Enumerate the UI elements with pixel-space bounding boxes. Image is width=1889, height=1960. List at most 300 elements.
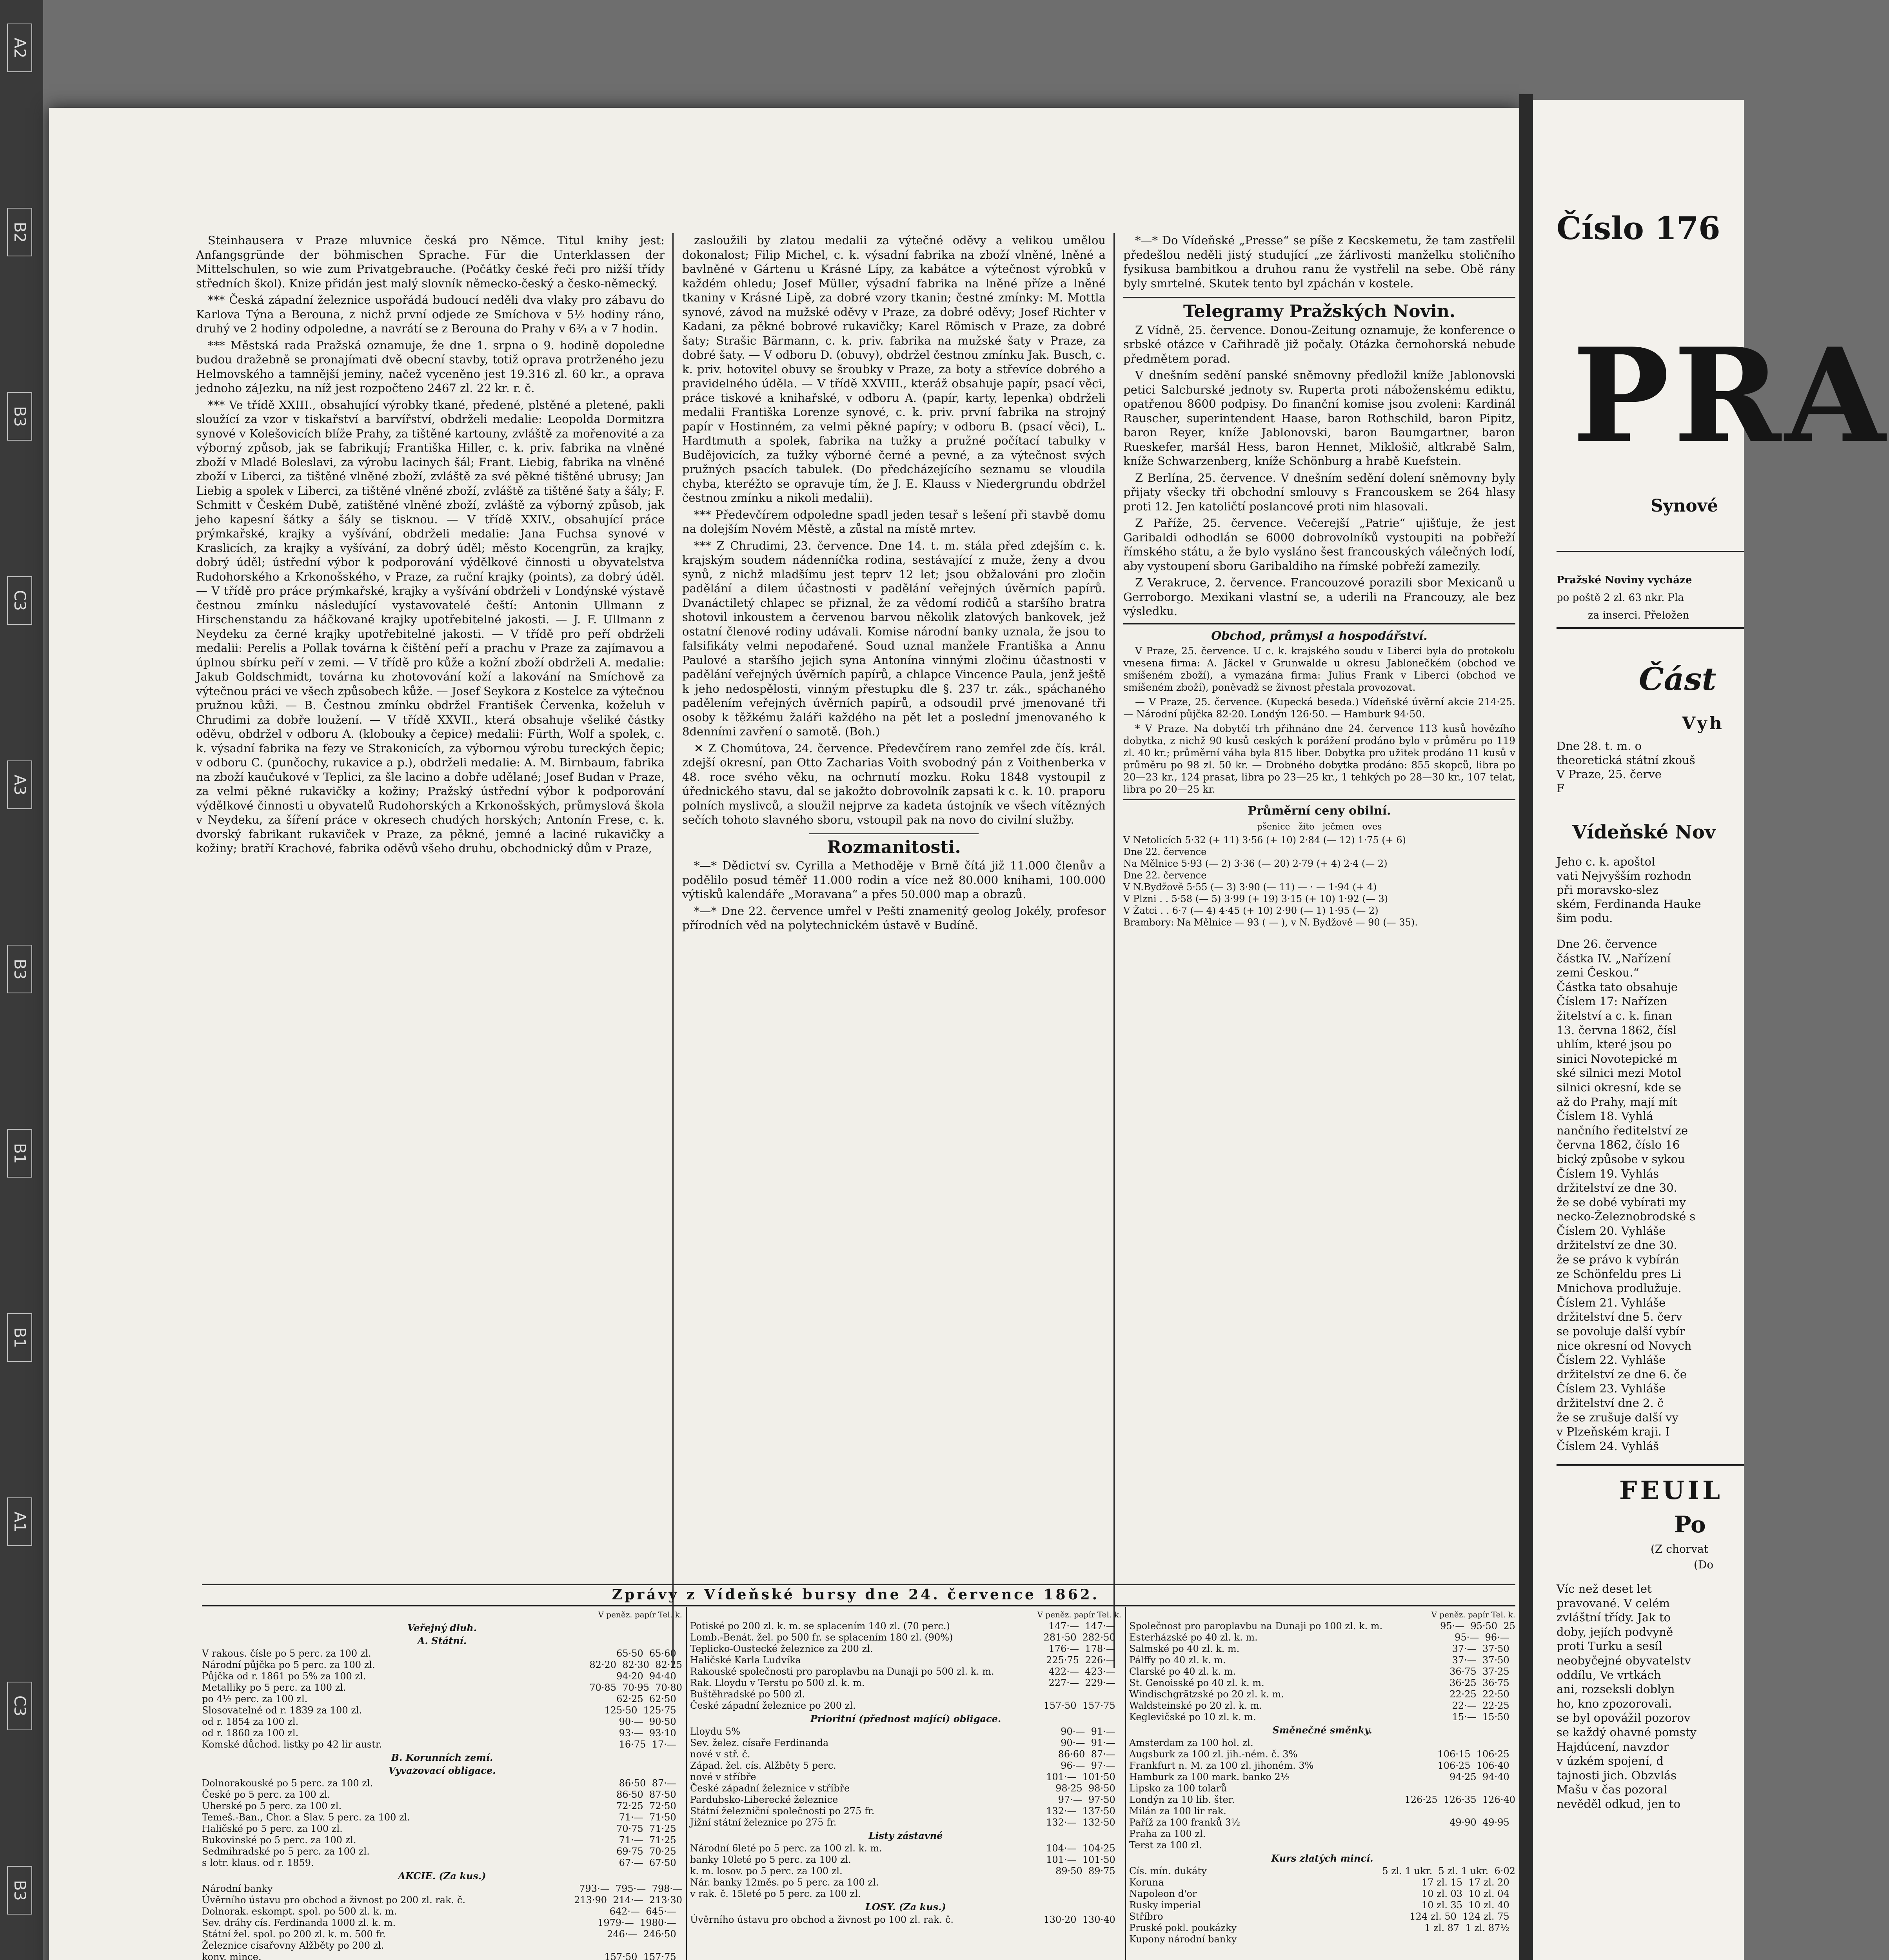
bursa-row-name: Státní železniční společnosti po 275 fr. — [690, 1806, 875, 1817]
bursa-row — [690, 1794, 1121, 1806]
bursa-row — [202, 1693, 682, 1705]
bursa-row-name: Frankfurt n. M. za 100 zl. jihoném. 3% — [1129, 1760, 1314, 1771]
bursa-row — [202, 1716, 682, 1728]
facing-page-line: Jeho c. k. apoštol — [1557, 855, 1655, 868]
bursa-row-name: Pruské pokl. poukázky — [1129, 1922, 1237, 1933]
bursa-row-name: Nár. banky 12měs. po 5 perc. za 100 zl. — [690, 1877, 879, 1888]
bursa-row — [1129, 1760, 1515, 1771]
bursa-row-values: 281·50 282·50 — [1040, 1632, 1121, 1643]
bursa-section-heading: Veřejný dluh. — [407, 1622, 477, 1633]
facing-page-text-1 — [1557, 739, 1744, 795]
bursa-row-values: 93·— 93·10 — [616, 1728, 682, 1739]
bursa-row — [690, 1888, 1121, 1900]
bursa-row-values — [667, 1940, 682, 1951]
bursa-row — [202, 1883, 682, 1895]
bursa-row — [690, 1817, 1121, 1828]
ceny-row: V N.Bydžově 5·55 (— 3) 3·90 (— 11) — · — 1·94 (+ 4) — [1123, 882, 1377, 893]
facing-page-line: ani, rozseksli doblyn — [1557, 1682, 1675, 1696]
bursa-row-name: Metalliky po 5 perc. za 100 zl. — [202, 1682, 346, 1693]
telegram-paragraph: Z Vídně, 25. července. Donou-Zeitung oznamuje, že konference o srbské otázce v Cařihradě již počaly. Otázka černohorská nebude předmětem porad. — [1123, 323, 1515, 365]
bursa-row — [202, 1895, 682, 1906]
bursa-row — [690, 1854, 1121, 1866]
bursa-head-labels: V peněz. papír Tel. k. — [598, 1610, 682, 1619]
bursa-row — [1129, 1840, 1515, 1851]
feuilleton-heading: FEUIL — [1619, 1476, 1723, 1505]
facing-page-line: necko-Železnobrodské s — [1557, 1210, 1696, 1223]
bursa-row-name: Praha za 100 zl. — [1129, 1828, 1206, 1839]
margin-tab: B3 — [7, 945, 32, 993]
bursa-row — [1129, 1911, 1515, 1922]
bursa-row-values: 176·— 178·— — [1045, 1643, 1121, 1654]
bursa-row-name: k. m. losov. po 5 perc. za 100 zl. — [690, 1866, 843, 1877]
bursa-row-name: Lomb.-Benát. žel. po 500 fr. se splacením 180 zl. (90%) — [690, 1632, 953, 1643]
telegram-paragraph: V dnešním sedění panské sněmovny předložil kníže Jablonovski petici Salcburské jednoty sv. Ruperta proti náboženskému ediktu, opatřenou 8600 podpisy. Do finanční komise jsou zvoleni: Kardinál Rauscher, superintendent Haase, baron Rothschild, baron Pipitz, baron Reyer, kníže Jablonovski, baron Baumgartner, baron Rueskefer, maršál Hess, baron Hennet, Miklošič, altkrabě Salm, kníže Schwarzenberg, kníže Schönburg a hrabě Kuefstein. — [1123, 368, 1515, 468]
facing-page-line: až do Prahy, mají mít — [1557, 1095, 1678, 1109]
bursa-row-name: konv. mince. — [202, 1951, 262, 1960]
facing-page-line: sinici Novotepické m — [1557, 1052, 1677, 1065]
bursa-row — [690, 1866, 1121, 1877]
bursa-row-name: Temeš.-Ban., Chor. a Slav. 5 perc. za 100 zl. — [202, 1812, 410, 1823]
bursa-row-name: Lloydu 5% — [690, 1726, 741, 1737]
facing-page-line: oddílu, Ve vrtkách — [1557, 1668, 1661, 1682]
kecskemet-note: *—* Do Vídeňské „Presse“ se píše z Kecskemetu, že tam zastřelil předešlou neděli jistý studující „ze žárlivosti manželku stoličního fysikusa bambitkou a druhou ranu že vystřelil na sebe. Obě rány byly smrtelné. Skutek tento byl zpáchán v kostele. — [1123, 234, 1515, 290]
masthead-subtitle: Synové — [1651, 496, 1718, 516]
bursa-row-name: Cís. mín. dukáty — [1129, 1866, 1207, 1877]
facing-page-line: vati Nejvyšším rozhodn — [1557, 869, 1691, 882]
bursa-row — [1129, 1922, 1515, 1934]
facing-page-line: Mašu v čas pozoral — [1557, 1783, 1667, 1797]
bursa-row — [690, 1666, 1121, 1677]
bursa-row-values: 642·— 645·— — [606, 1906, 682, 1917]
bursa-row-name: nové v stříbře — [690, 1771, 756, 1782]
bursa-title-rule — [202, 1605, 1515, 1606]
facing-page-line: Číslem 18. Vyhlá — [1557, 1109, 1653, 1123]
margin-tab: A3 — [7, 760, 32, 809]
bursa-row-name: České západní železnice v stříbře — [690, 1783, 850, 1794]
bursa-top-rule — [202, 1584, 1515, 1585]
obchod-body — [1123, 645, 1515, 795]
facing-page-text-3 — [1557, 937, 1744, 1453]
bursa-row-values: 106·15 106·25 — [1434, 1749, 1515, 1760]
bursa-row-values — [1500, 1737, 1515, 1749]
bursa-column-1 — [202, 1609, 682, 1960]
facing-page-line: Číslem 20. Vyhláše — [1557, 1224, 1666, 1238]
telegram-paragraph: Z Verakruce, 2. července. Francouzové porazili sbor Mexicanů u Gerroborgo. Mexikani vlastní se, a uderili na Francouzy, ale bez výsledku. — [1123, 576, 1515, 618]
bursa-row-values: 97·— 97·50 — [1055, 1794, 1121, 1805]
bursa-row-values: 10 zl. 03 10 zl. 04 — [1419, 1888, 1515, 1899]
margin-tab-strip — [0, 0, 43, 1960]
article-paragraph: *** Česká západní železnice uspořádá budoucí neděli dva vlaky pro zábavu do Karlova Týna a Berouna, z nichž první odjede ze Smíchova v 5½ hodiny ráno, druhý ve 2 hodiny odpoledne, a navrátí se z Berouna do Prahy v 6¾ a v 7 hodin. — [196, 293, 665, 335]
bursa-row-name: Úvěrního ústavu pro obchod a živnost po 100 zl. rak. č. — [690, 1914, 954, 1925]
rozmanitosti-paragraph: *—* Dne 22. července umřel v Pešti znamenitý geolog Jokély, profesor přírodních věd na polytechnickém ústavě v Budíně. — [682, 904, 1106, 932]
facing-page-line: držitelství dne 5. červ — [1557, 1310, 1682, 1324]
rozmanitosti-heading: Rozmanitosti. — [827, 837, 961, 857]
facing-page-line: ho, kno zpozorovali. — [1557, 1697, 1672, 1710]
facing-page-line: se povoluje další vybír — [1557, 1325, 1685, 1338]
bursa-row-name: Národní 6leté po 5 perc. za 100 zl. k. m. — [690, 1843, 882, 1854]
bursa-row-values: 94·25 94·40 — [1446, 1771, 1515, 1782]
bursa-row-name: Slosovatelné od r. 1839 za 100 zl. — [202, 1705, 362, 1716]
bursa-row-values: 67·— 67·50 — [616, 1857, 682, 1868]
column-2-body — [682, 233, 1106, 827]
margin-tab: C3 — [7, 576, 32, 625]
bursa-row-values: 65·50 65·60 — [613, 1648, 682, 1659]
bursa-row-values: 124 zl. 50 124 zl. 75 — [1406, 1911, 1515, 1922]
bursa-row-values: 157·50 157·75 — [1040, 1700, 1121, 1711]
bursa-row-name: Teplicko-Oustecké železnice za 200 zl. — [690, 1643, 873, 1654]
bursa-row — [202, 1857, 682, 1869]
bursa-row — [1129, 1817, 1515, 1828]
facing-page-line: uhlím, které jsou po — [1557, 1038, 1672, 1051]
bursa-column-head — [1129, 1609, 1515, 1621]
bursa-row-name: s lotr. klaus. od r. 1859. — [202, 1857, 314, 1868]
bursa-row-name: Paříž za 100 franků 3½ — [1129, 1817, 1241, 1828]
masthead: PRA — [1572, 319, 1889, 472]
ceny-row: V Plzni . . 5·58 (— 5) 3·99 (+ 19) 3·15 (+ 10) 1·92 (— 3) — [1123, 893, 1388, 904]
facing-page-line: ském, Ferdinanda Hauke — [1557, 897, 1701, 911]
column-divider — [672, 233, 674, 1668]
margin-tab: C3 — [7, 1682, 32, 1730]
bursa-row-values: 71·— 71·50 — [616, 1812, 682, 1823]
bursa-row-name: Rak. Lloydu v Terstu po 500 zl. k. m. — [690, 1677, 865, 1688]
bursa-row-values: 22·25 22·50 — [1446, 1689, 1515, 1700]
bursa-row — [202, 1906, 682, 1917]
margin-tab: B3 — [7, 392, 32, 441]
bursa-row — [202, 1940, 682, 1951]
facing-page-line: Číslem 21. Vyhláše — [1557, 1296, 1666, 1309]
bursa-row-name: Státní žel. spol. po 200 zl. k. m. 500 fr. — [202, 1929, 386, 1940]
facing-page-line: ze Schönfeldu pres Li — [1557, 1267, 1682, 1281]
obchod-heading: Obchod, průmysl a hospodářství. — [1211, 629, 1428, 643]
bursa-row-name: Amsterdam za 100 hol. zl. — [1129, 1737, 1253, 1748]
facing-page-line: pravované. V celém — [1557, 1596, 1670, 1610]
feuilleton-sub-1: (Z chorvat — [1651, 1543, 1708, 1555]
issue-number: Číslo 176 — [1557, 210, 1720, 247]
bursa-row-name: Haličské po 5 perc. za 100 zl. — [202, 1823, 343, 1834]
bursa-row — [202, 1682, 682, 1693]
facing-page-line: proti Turku a sesíl — [1557, 1639, 1662, 1653]
bursa-section-heading: B. Korunních zemí. — [391, 1752, 493, 1763]
bursa-column-head — [202, 1609, 682, 1621]
bursa-row — [1129, 1877, 1515, 1888]
bursa-row — [690, 1643, 1121, 1655]
bursa-row-values: 157·50 157·75 — [601, 1951, 682, 1960]
facing-page-line: Číslem 24. Vyhláš — [1557, 1439, 1659, 1453]
bursa-row-values: 422·— 423·— — [1045, 1666, 1121, 1677]
videnske-heading: Vídeňské Nov — [1572, 821, 1716, 843]
cast-heading: Část — [1639, 661, 1716, 697]
facing-page-line: F — [1557, 782, 1565, 795]
facing-page-line: že se právo k vybírán — [1557, 1253, 1679, 1267]
bursa-row — [1129, 1934, 1515, 1945]
facing-page-line: se každý ohavné pomsty — [1557, 1725, 1696, 1739]
bursa-row — [1129, 1700, 1515, 1711]
margin-tab: B2 — [7, 208, 32, 256]
bursa-row-values: 72·25 72·50 — [613, 1800, 682, 1811]
facing-page-line: června 1862, číslo 16 — [1557, 1138, 1680, 1152]
bursa-row — [690, 1749, 1121, 1760]
bursa-row-values: 5 zl. 1 ukr. 5 zl. 1 ukr. 6·02 — [1379, 1866, 1515, 1877]
bursa-row-values: 213·90 214·— 213·30 — [571, 1895, 682, 1906]
bursa-section-heading: A. Státní. — [417, 1635, 467, 1646]
bursa-row-values: 86·50 87·— — [616, 1778, 682, 1789]
facing-page-line: nančního ředitelství ze — [1557, 1123, 1688, 1137]
section-divider — [1123, 297, 1515, 298]
bursa-row-name: od r. 1854 za 100 zl. — [202, 1716, 299, 1727]
bursa-row-name: Esterházské po 40 zl. k. m. — [1129, 1632, 1258, 1643]
bursa-row-values: 71·— 71·25 — [616, 1835, 682, 1846]
facing-page-line: tajnosti jich. Obzvlás — [1557, 1768, 1677, 1782]
bursa-row — [202, 1728, 682, 1739]
bursa-row — [202, 1659, 682, 1671]
bursa-row — [202, 1846, 682, 1857]
bursa-row — [690, 1737, 1121, 1749]
facing-page-line: držitelství ze dne 30. — [1557, 1238, 1677, 1252]
ceny-body — [1123, 834, 1515, 928]
bursa-row-values: 101·— 101·50 — [1043, 1854, 1121, 1865]
facing-page-line: že se dobé vybírati my — [1557, 1195, 1686, 1209]
feuilleton-sub-2: (Do — [1694, 1558, 1714, 1571]
bursa-row-name: Stříbro — [1129, 1911, 1163, 1922]
bursa-row-name: Pardubsko-Liberecké železnice — [690, 1794, 838, 1805]
bursa-row-name: Potiské po 200 zl. k. m. se splacením 140 zl. (70 perc.) — [690, 1621, 950, 1632]
bursa-row-name: Dolnorak. eskompt. spol. po 500 zl. k. m. — [202, 1906, 397, 1917]
column-3 — [1123, 233, 1515, 1684]
bursa-row-name: Clarské po 40 zl. k. m. — [1129, 1666, 1236, 1677]
telegram-paragraph: Z Paříže, 25. července. Večerejší „Patrie“ ujišťuje, že jest Garibaldi odhodlán se 6000 dobrovolníků vystoupiti na pobřeží římského státu, a že bylo vysláno šest francouských válečných lodí, aby vystoupení sboru Garibaldiho na římské pobřeží zamezily. — [1123, 516, 1515, 573]
bursa-row-values: 1 zl. 87 1 zl. 87½ — [1421, 1922, 1515, 1933]
section-divider — [1123, 799, 1515, 800]
bursa-row — [202, 1671, 682, 1682]
obchod-paragraph: * V Praze. Na dobytčí trh přihnáno dne 24. července 113 kusů hovězího dobytka, z nichž 90 kusů ceských k porážení prodáno bylo v průměru po 119 zl. 40 kr.; průměrní váha byla 815 liber. Dobytka pro užitek prodáno 11 kusů v průměru po 98 zl. 50 kr. — Drobného dobytka prodáno: 855 skopců, libra po 20—23 kr., 124 prasat, libra po 23—25 kr., 1 tehkých po 28—30 kr., 107 telat, libra po 20—25 kr. — [1123, 723, 1515, 795]
bursa-row-name: Úvěrního ústavu pro obchod a živnost po 200 zl. rak. č. — [202, 1895, 465, 1906]
bursa-row-name: Buštěhradské po 500 zl. — [690, 1689, 805, 1700]
bursa-row-values: 94·20 94·40 — [613, 1671, 682, 1682]
margin-tab: B3 — [7, 1866, 32, 1915]
facing-page-text-4 — [1557, 1582, 1744, 1811]
bursa-column-2 — [690, 1609, 1121, 1960]
bursa-column-head — [690, 1609, 1121, 1621]
bursa-section-heading: Směnečné směnky. — [1272, 1724, 1372, 1736]
bursa-head-labels: V peněz. papír Tel. k. — [1431, 1610, 1515, 1619]
facing-page-content — [1533, 100, 1889, 1960]
bursa-row-values: 101·— 101·50 — [1043, 1771, 1121, 1782]
facing-page-line: nevěděl odkud, jen to — [1557, 1797, 1681, 1811]
margin-tab: A1 — [7, 1497, 32, 1546]
facing-page-line: Mnichova prodlužuje. — [1557, 1281, 1682, 1295]
binding-gutter — [1519, 94, 1533, 1960]
bursa-row-values: 227·— 229·— — [1045, 1677, 1121, 1688]
bursa-row — [690, 1843, 1121, 1854]
feuilleton-title: Po — [1674, 1511, 1706, 1538]
facing-page-line: Víc než deset let — [1557, 1582, 1652, 1595]
bursa-row-name: v rak. č. 15leté po 5 perc. za 100 zl. — [690, 1888, 861, 1899]
bursa-row — [690, 1877, 1121, 1888]
bursa-row — [202, 1705, 682, 1716]
bursa-row-values: 86·50 87·50 — [613, 1789, 682, 1800]
bursa-row — [1129, 1888, 1515, 1900]
facing-page-line: zemi Českou.“ — [1557, 966, 1639, 980]
bursa-row-name: Augsburk za 100 zl. jih.-ném. č. 3% — [1129, 1749, 1298, 1760]
facing-page-line: ské silnici mezi Motol — [1557, 1066, 1682, 1080]
facing-page-line: držitelství ze dne 6. če — [1557, 1367, 1687, 1381]
bursa-row-values: 95·— 95·50 25 — [1437, 1621, 1515, 1632]
ceny-row: Na Mělnice 5·93 (— 2) 3·36 (— 20) 2·79 (+ 4) 2·4 (— 2) — [1123, 858, 1388, 869]
bursa-row-name: Haličské Karla Ludvíka — [690, 1655, 801, 1666]
bursa-row — [690, 1914, 1121, 1926]
facing-page-line: žitelství a c. k. finan — [1557, 1009, 1673, 1022]
facing-page-text-2 — [1557, 855, 1744, 925]
bursa-row-values: 62·25 62·50 — [613, 1693, 682, 1704]
column-divider — [1113, 233, 1115, 1668]
bursa-divider — [686, 1607, 687, 1960]
telegramy-heading: Telegramy Pražských Novin. — [1183, 301, 1456, 321]
bursa-row-name: Komské důchod. listky po 42 lir austr. — [202, 1739, 382, 1750]
bursa-title: Zprávy z Vídeňské bursy dne 24. července 1862. — [612, 1586, 1100, 1603]
bursa-row — [1129, 1621, 1515, 1632]
ceny-heading: Průměrní ceny obilní. — [1248, 804, 1391, 818]
bursa-row-values: 86·60 87·— — [1055, 1749, 1121, 1760]
bursa-row-name: Sev. dráhy cís. Ferdinanda 1000 zl. k. m. — [202, 1917, 396, 1928]
bursa-row — [690, 1632, 1121, 1643]
facing-page-line: doby, jejích podvyně — [1557, 1625, 1673, 1639]
bursa-row-name: Lipsko za 100 tolarů — [1129, 1783, 1227, 1794]
bursa-row-name: Salmské po 40 zl. k. m. — [1129, 1643, 1240, 1654]
bursa-row — [690, 1726, 1121, 1737]
facing-page-line: držitelství dne 2. č — [1557, 1396, 1664, 1410]
bursa-row-name: Kupony národní banky — [1129, 1934, 1237, 1945]
bursa-row — [1129, 1806, 1515, 1817]
facing-page-line: neobyčejné obyvatelstv — [1557, 1653, 1691, 1667]
bursa-section-heading: LOSY. (Za kus.) — [865, 1901, 946, 1913]
bursa-row-values: 49·90 49·95 — [1446, 1817, 1515, 1828]
bursa-row-values: 16·75 17·— — [616, 1739, 682, 1750]
bursa-row — [1129, 1737, 1515, 1749]
article-paragraph: Steinhausera v Praze mluvnice česká pro Němce. Titul knihy jest: Anfangsgründe der böhmischen Sprache. Für die Unterklassen der Mittelschulen, so wie zum Privatgebrauche. (Počátky české řeči pro nižší třídy středních škol). Knize přidán jest malý slovník německo-český a česko-německý. — [196, 234, 665, 290]
bursa-row-name: Jižní státní železnice po 275 fr. — [690, 1817, 837, 1828]
bursa-row-values: 126·25 126·35 126·40 — [1401, 1794, 1515, 1805]
facing-page-line: Číslem 17: Nařízen — [1557, 995, 1667, 1008]
bursa-row — [202, 1812, 682, 1823]
bursa-row-values: 98·25 98·50 — [1052, 1783, 1121, 1794]
bursa-row — [202, 1823, 682, 1835]
vyh-heading: Vyh — [1682, 713, 1724, 733]
article-paragraph: *** Předevčírem odpoledne spadl jeden tesař s lešení při stavbě domu na dolejším Novém Městě, a zůstal na místě mrtev. — [682, 508, 1106, 535]
bursa-row — [1129, 1783, 1515, 1794]
bursa-row — [1129, 1771, 1515, 1783]
subscription-line: Pražské Noviny vycháze — [1557, 574, 1692, 586]
facing-page-line: 13. června 1862, čísl — [1557, 1023, 1677, 1037]
ceny-row: Dne 22. července — [1123, 846, 1207, 857]
bursa-row — [690, 1700, 1121, 1711]
bursa-row — [1129, 1689, 1515, 1700]
bursa-row — [690, 1689, 1121, 1700]
facing-page-line: silnici okresní, kde se — [1557, 1080, 1682, 1094]
bursa-section-heading: AKCIE. (Za kus.) — [398, 1870, 486, 1882]
masthead-rule-2 — [1557, 627, 1744, 629]
bursa-row-name: Hamburk za 100 mark. banko 2½ — [1129, 1771, 1290, 1782]
bursa-row-values — [1500, 1783, 1515, 1794]
bursa-row — [202, 1778, 682, 1789]
bursa-row-values: 37·— 37·50 — [1449, 1655, 1515, 1666]
bursa-row-values: 89·50 89·75 — [1052, 1866, 1121, 1877]
bursa-row-values: 95·— 96·— — [1451, 1632, 1515, 1643]
bursa-row-name: Uherské po 5 perc. za 100 zl. — [202, 1800, 342, 1811]
bursa-row-values: 70·85 70·95 70·80 — [586, 1682, 682, 1693]
bursa-column-3 — [1129, 1609, 1515, 1960]
bursa-row-name: St. Genoisské po 40 zl. k. m. — [1129, 1677, 1264, 1688]
column-2 — [682, 233, 1106, 1684]
bursa-row — [202, 1648, 682, 1659]
bursa-row-name: Půjčka od r. 1861 po 5% za 100 zl. — [202, 1671, 366, 1682]
bursa-row-name: Napoleon d'or — [1129, 1888, 1197, 1899]
facing-page-line: částka IV. „Nařízení — [1557, 951, 1671, 965]
feuilleton-rule — [1557, 1464, 1744, 1466]
bursa-row — [690, 1655, 1121, 1666]
bursa-row-name: nové v stř. č. — [690, 1749, 750, 1760]
bursa-row — [1129, 1866, 1515, 1877]
bursa-head-labels: V peněz. papír Tel. k. — [1037, 1610, 1121, 1619]
bursa-row-name: České po 5 perc. za 100 zl. — [202, 1789, 331, 1800]
bursa-row-values — [1106, 1888, 1121, 1900]
bursa-row-values — [1500, 1934, 1515, 1945]
ceny-row: Dne 22. července — [1123, 870, 1207, 881]
bursa-row — [690, 1771, 1121, 1783]
facing-page-line: Číslem 22. Vyhláše — [1557, 1353, 1666, 1367]
facing-page-line: Dne 28. t. m. o — [1557, 739, 1642, 753]
facing-page-line: zvláštní třídy. Jak to — [1557, 1611, 1671, 1624]
bursa-row — [1129, 1666, 1515, 1677]
rozmanitosti-paragraph: *—* Dědictví sv. Cyrilla a Methoděje v Brně čítá již 11.000 členův a podělilo posud téměř 11.000 rodin a více než 80.000 knihami, 100.000 výtisků kalendáře „Moravana“ a přes 50.000 map a obrazů. — [682, 859, 1106, 901]
bursa-row-values: 82·20 82·30 82·25 — [586, 1659, 682, 1670]
bursa-row-name: Národní banky — [202, 1883, 273, 1894]
column-1 — [196, 233, 665, 1691]
bursa-row-values: 15·— 15·50 — [1449, 1711, 1515, 1722]
article-paragraph: *** Ve třídě XXIII., obsahující výrobky tkané, předené, plstěné a pletené, pakli sloužící za vzor v tiskařství a barvířství, obdrželi medalie: Leopolda Dormitzra synové v Kolešovicích blíže Prahy, za tištěné kartouny, zvláště za mořenovité a za výborný způsob, jak se fabrikují; Františka Hiller, c. k. priv. fabrika na vlněné zboží v Mladé Boleslavi, za výrobu lacinych šál; Frant. Liebig, fabrika na vlněné zboží v Liberci, za tištěné vlněné zboží, zvláště za své pěkné tištěné ubrusy; Jan Liebig a spolek v Liberci, za tištěné vlněné zboží, zvláště za tištěné šaty a šály; F. Schmitt v Českém Dubě, zatištěné vlněné zboží, zvláště za výborný způsob, jak jeho kapesní šátky a šály se tisknou. — V třídě XXIV., obsahující práce prýmkařské, krajky a vyšívání, obdrželi medalie: Jana Fuchsa synové v Kraslicích, za krajky a vyšívání, za dobrý úděl; město Kocengrün, za krajky, dobrý úděl; ústřední výbor k podporování výdělkové činnosti u obyvatelstva Rudohorského a Krkonošského, v Praze, za ruční krajky (points), za dobrý úděl. — V třídě pro práce prýmkařské, krajky a vyšívání obdrželi v Londýnské výstavě čestnou zmínku následující vystavovatelé čeští: Antonin Ullmann z Hirschenstandu za háčkované krajky upotřebitelné jakosti. — J. F. Ullmann z Neydeku za černé krajky upotřebitelné jakosti. — V třídě pro peří obdrželi medalii: Perelis a Pollak továrna k čištění peří a prachu v Praze za zajímavou a úplnou sbírku peří v zemi. — V třídě pro kůže a kožní zboží obdrželi A. medalie: Jakub Goldschmidt, továrna ku zhotovování koží a lakování na Smíchově za výtečnou práci ve všech způsobech kůže. — Josef Seykora z Kostelce za výtečnou pružnou kůži. — B. Čestnou zmínku obdržel František Červenka, koželuh v Chrudimi za dobře loužení. — V třídě XXVII., která obsahuje všeliké částky oděvu, obdržel v odboru A. (klobouky a čepice) medalii: Fürth, Wolf a spolek, c. k. výsadní fabrika na fezy ve Strakonicích, za výbornou výrobu tureckých čepic; v odboru C. (punčochy, rukavice a p.), obdrželi medalie: A. M. Birnbaum, fabrika na zboží kaučukové v Teplici, za šle lacino a dobře udělané; Josef Budan v Praze, za velmi pěkné rukavičky a kožiny; Pražský ústřední výbor k podporování výdělkové činnosti u obyvatelů Rudohorských a Krkonošských, průmyslová škola v Neydeku, za šíření práce v okresech chudých horských; Antonín Frese, c. k. dvorský fabrikant rukaviček v Praze, za pěkné, jemné a laciné rukavičky a kožiny; bratří Krachové, fabrika oděvů všeho druhu, obchodnický dům v Praze, — [196, 398, 665, 855]
facing-page-line: Částka tato obsahuje — [1557, 980, 1678, 994]
article-paragraph: *** Městská rada Pražská oznamuje, že dne 1. srpna o 9. hodině dopoledne budou dražebně se pronajímati dvě obecní stavby, totiž oprava protrženého jezu Helmovského a tamnější jeminy, načež vyceněno jest 19.316 zl. 60 kr., a oprava jednoho záJezku, na níž jest rozpočteno 2467 zl. 22 kr. r. č. — [196, 338, 665, 395]
bursa-row-values — [1500, 1828, 1515, 1840]
article-paragraph: zasloužili by zlatou medalii za výtečné oděvy a velikou umělou dokonalost; Filip Michel, c. k. výsadní fabrika na zboží vlněné, lněné a bavlněné v Gártenu u Krásné Lípy, za kabátce a výtečnost výrobků v každém ohledu; Josef Müller, výsadní fabrika na lněné příze a lněné tkaniny v Krásné Lipě, za dobré vzory tkanin; čestné zmínky: M. Mottla synové, závod na mužské oděvy v Praze, za dobré oděvy; Josef Richter v Kadani, za pěkné bobrové rukavičky; Karel Römisch v Praze, za dobré šaty; Strašic Bärmann, c. k. priv. fabrika na mužské šaty v Praze, za dobré šaty. — V odboru D. (obuvy), obdržel čestnou zmínku Jak. Busch, c. k. priv. hotovitel obuvy se šroubky v Praze, za boty a střevíce dobrého a pravidelného úděla. — V třídě XXVIII., kteráž obsahuje papír, psací věci, práce tiskové a knihařské, v odboru A. (papír, karty, lepenka) obdrželi medalii Františka Lorenze synové, c. k. priv. první fabrika na strojný papír v Hostinném, za velmi pěkné papíry; v odboru B. (psací věci), L. Hardtmuth a spolek, fabrika na tužky a pružné počítací tabulky v Budějovicích, za tužky výborné černé a pevné, a za výtečnost svých pružných psacích tabulek. (Do předcházejícího seznamu se vloudila chyba, kteréžto se opravuje tím, že J. E. Klauss v Niedergrundu obdržel čestnou zmínku a nikoli medalii). — [682, 234, 1106, 505]
bursa-row-values: 90·— 91·— — [1057, 1726, 1121, 1737]
facing-page-line: v úzkém spojení, d — [1557, 1754, 1664, 1768]
bursa-row — [1129, 1900, 1515, 1911]
facing-page-line: Dne 26. července — [1557, 937, 1657, 951]
bursa-row-name: Sev. želez. císaře Ferdinanda — [690, 1737, 829, 1748]
bursa-row-values: 225·75 226·— — [1043, 1655, 1121, 1666]
bursa-row — [202, 1835, 682, 1846]
article-paragraph: *** Z Chrudimi, 23. července. Dne 14. t. m. stála před zdejším c. k. krajským soudem nádenníčka rodina, sestávající z muže, ženy a dvou synů, z nichž mladšímu jest teprv 12 let; jsou obžalováni pro zločin padělání a dilem účastnosti v padělání veřejných úvěrních papírů. Dvanáctiletý chlapec se přiznal, že za vědomí rodičů a staršího bratra shotovil inkoustem a červenou barvou několik zlatových bankovek, jež ostatní členové rodiny udávali. Komise národní banky uznala, že jsou to falsifikáty velmi nepodařené. Soud uznal manžele Františka a Annu Paulové a staršího jejich syna Antonína vinnými zločinu účastnosti v padělání veřejných úvěrních papírů, a chlapce Vincence Paula, jenž ještě k jeho nedospělosti, vinným přestupku dle §. 237 tr. zák., spáchaného padělením veřejných úvěrních papírů, a odsoudil prvé jmenované tři osoby k těžkému žaláři každého na pět let a poslední jmenovaného k 8denními zavření o samotě. (Boh.) — [682, 539, 1106, 738]
facing-page-line: Číslem 23. Vyhláše — [1557, 1382, 1666, 1396]
bursa-row-values: 69·75 70·25 — [613, 1846, 682, 1857]
section-divider — [1123, 623, 1515, 624]
ceny-column-head: pšenice žito ječmen oves — [1257, 822, 1382, 832]
bursa-row-values: 17 zl. 15 17 zl. 20 — [1419, 1877, 1515, 1888]
bursa-row-values: 1979·— 1980·— — [594, 1917, 682, 1928]
bursa-row-name: Bukovinské po 5 perc. za 100 zl. — [202, 1835, 356, 1846]
bursa-row-values: 246·— 246·50 — [604, 1929, 682, 1940]
bursa-row-values: 130·20 130·40 — [1040, 1914, 1121, 1925]
bursa-row — [690, 1677, 1121, 1689]
bursa-row-values: 147·— 147·— — [1045, 1621, 1121, 1632]
bursa-row-values — [1106, 1877, 1121, 1888]
bursa-row-values: 22·— 22·25 — [1449, 1700, 1515, 1711]
telegramy-body — [1123, 323, 1515, 619]
facing-page-line: theoretická státní zkouš — [1557, 753, 1695, 767]
bursa-row-values — [1106, 1689, 1121, 1700]
bursa-row — [1129, 1677, 1515, 1689]
margin-tab: B1 — [7, 1129, 32, 1178]
